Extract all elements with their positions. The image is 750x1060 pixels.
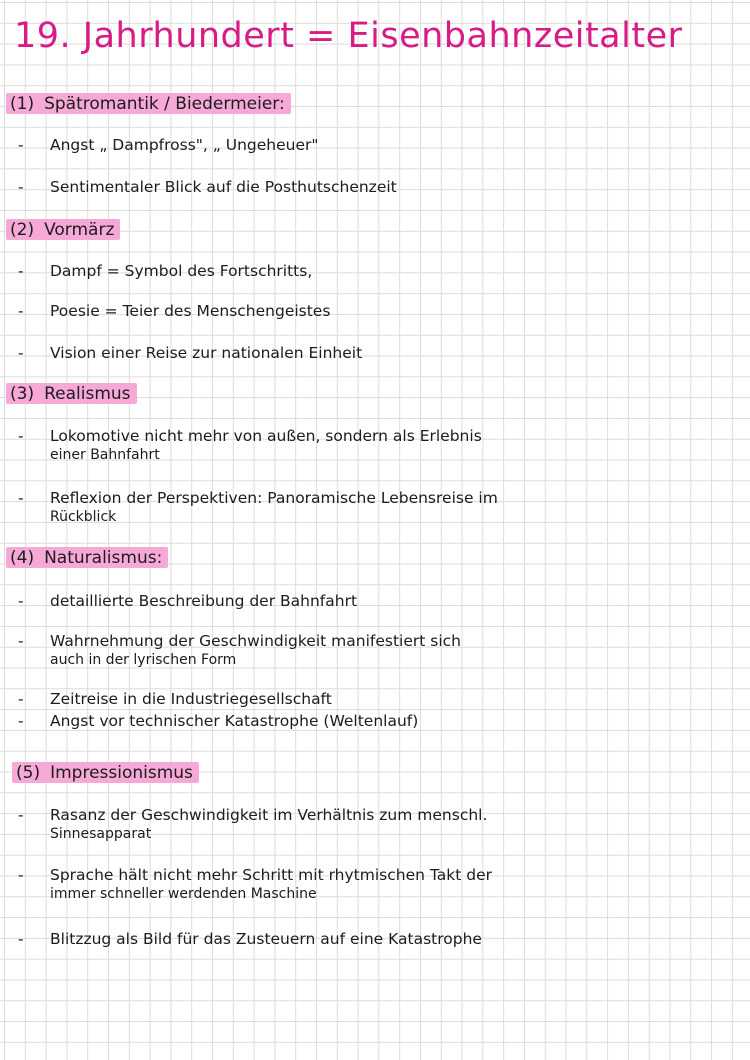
section-title: Naturalismus:	[44, 548, 163, 568]
section-title: Spätromantik / Biedermeier:	[44, 94, 285, 114]
section-number: (4)	[10, 548, 35, 568]
item-line: Wahrnehmung der Geschwindigkeit manifestiert sich	[50, 632, 461, 650]
section-number: (1)	[10, 94, 35, 114]
bullet-dash: -	[18, 136, 24, 154]
section-title: Vormärz	[44, 220, 115, 240]
bullet-dash: -	[18, 427, 24, 445]
bullet-dash: -	[18, 344, 24, 362]
bullet-dash: -	[18, 866, 24, 884]
section-number: (2)	[10, 220, 35, 240]
item-line: Poesie = Teier des Menschengeistes	[50, 302, 331, 320]
item-line: immer schneller werdenden Maschine	[50, 886, 317, 902]
item-line: Zeitreise in die Industriegesellschaft	[50, 690, 332, 708]
section-title: Realismus	[44, 384, 131, 404]
item-line: Vision einer Reise zur nationalen Einheit	[50, 344, 363, 362]
bullet-dash: -	[18, 806, 24, 824]
item-line: Reflexion der Perspektiven: Panoramische Lebensreise im	[50, 489, 498, 507]
item-line: Dampf = Symbol des Fortschritts,	[50, 262, 313, 280]
item-line: Sprache hält nicht mehr Schritt mit rhytmischen Takt der	[50, 866, 492, 884]
item-line: auch in der lyrischen Form	[50, 652, 237, 668]
item-line: Sentimentaler Blick auf die Posthutschenzeit	[50, 178, 397, 196]
section-number: (5)	[16, 763, 41, 783]
item-line: einer Bahnfahrt	[50, 447, 160, 463]
item-line: Lokomotive nicht mehr von außen, sondern als Erlebnis	[50, 427, 482, 445]
item-line: Angst vor technischer Katastrophe (Weltenlauf)	[50, 712, 419, 730]
bullet-dash: -	[18, 592, 24, 610]
section-heading-3	[6, 384, 137, 404]
bullet-dash: -	[18, 632, 24, 650]
page-title: 19. Jahrhundert = Eisenbahnzeitalter	[14, 16, 683, 56]
section-heading-2	[6, 220, 120, 240]
bullet-dash: -	[18, 262, 24, 280]
item-line: detaillierte Beschreibung der Bahnfahrt	[50, 592, 358, 610]
item-line: Rückblick	[50, 509, 117, 525]
section-number: (3)	[10, 384, 35, 404]
section-title: Impressionismus	[50, 763, 193, 783]
section-heading-1	[6, 94, 291, 114]
section-heading-4	[6, 548, 168, 568]
item-line: Sinnesapparat	[50, 826, 152, 842]
bullet-dash: -	[18, 302, 24, 320]
bullet-dash: -	[18, 690, 24, 708]
bullet-dash: -	[18, 489, 24, 507]
item-line: Rasanz der Geschwindigkeit im Verhältnis zum menschl.	[50, 806, 488, 824]
section-heading-5	[12, 763, 199, 783]
item-line: Blitzzug als Bild für das Zusteuern auf eine Katastrophe	[50, 930, 482, 948]
item-line: Angst „ Dampfross", „ Ungeheuer"	[50, 136, 319, 154]
bullet-dash: -	[18, 712, 24, 730]
bullet-dash: -	[18, 930, 24, 948]
bullet-dash: -	[18, 178, 24, 196]
